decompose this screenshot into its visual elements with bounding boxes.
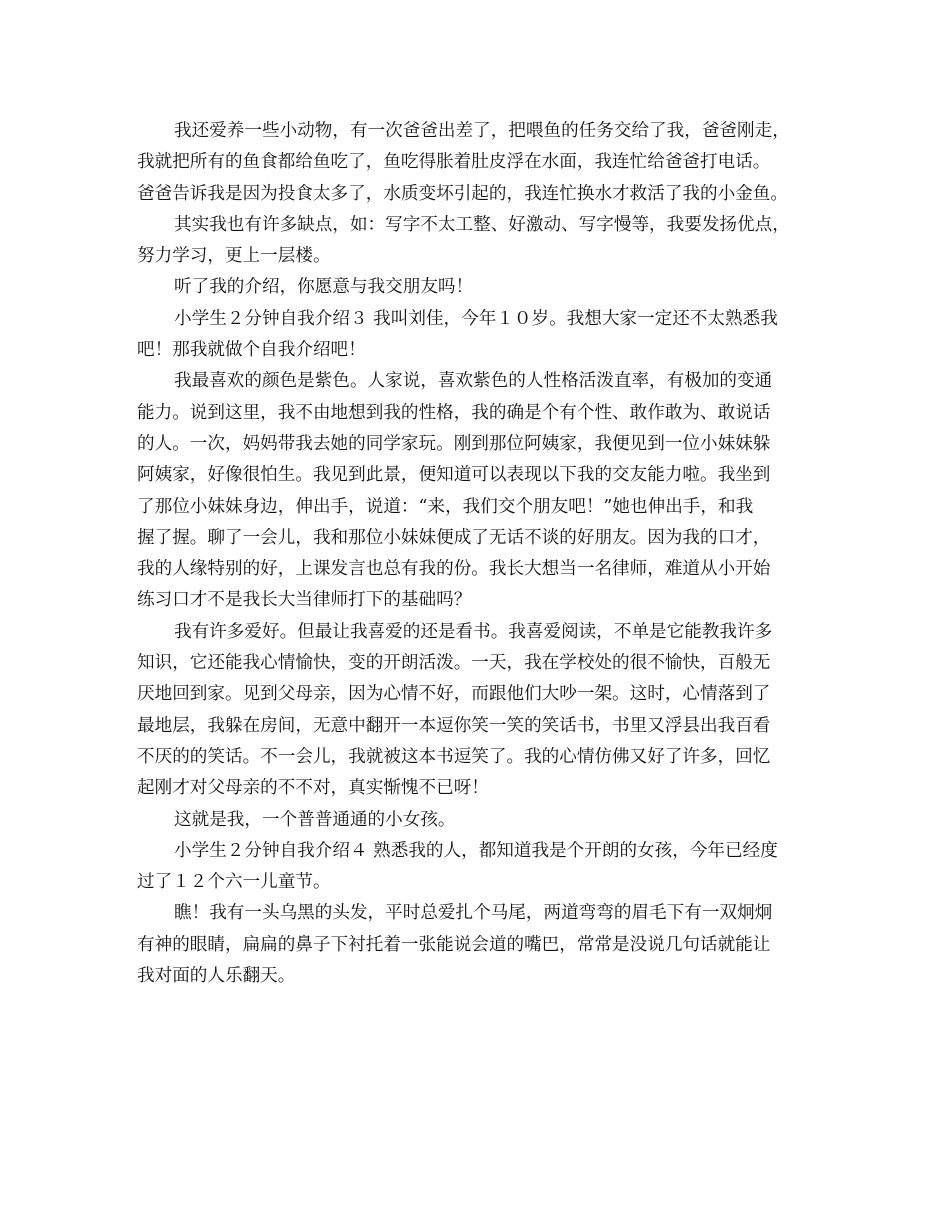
text-line: 其实我也有许多缺点，如：写字不太工整、好激动、写字慢等，我要发扬优点， — [174, 214, 790, 235]
text-line: 有神的眼睛，扁扁的鼻子下衬托着一张能说会道的嘴巴，常常是没说几句话就能让 — [137, 934, 771, 955]
text-line: 我的人缘特别的好，上课发言也总有我的份。我长大想当一名律师，难道从小开始 — [137, 559, 771, 580]
text-line: 的人。一次，妈妈带我去她的同学家玩。刚到那位阿姨家，我便见到一位小妹妹躲 — [137, 433, 771, 454]
text-line: 阿姨家，好像很怕生。我见到此景，便知道可以表现以下我的交友能力啦。我坐到 — [137, 465, 771, 486]
text-line: 听了我的介绍，你愿意与我交朋友吗！ — [174, 277, 474, 298]
text-line: 过了１２个六一儿童节。 — [137, 872, 331, 893]
text-line: 最地层，我躲在房间，无意中翻开一本逗你笑一笑的笑话书，书里又浮县出我百看 — [137, 715, 771, 736]
text-line: 我对面的人乐翻天。 — [137, 966, 296, 987]
text-line: 我还爱养一些小动物，有一次爸爸出差了，把喂鱼的任务交给了我，爸爸刚走， — [174, 121, 790, 141]
text-line: 吧！那我就做个自我介绍吧！ — [137, 340, 366, 361]
text-line: 厌地回到家。见到父母亲，因为心情不好，而跟他们大吵一架。这时，心情落到了 — [137, 684, 771, 705]
text-line: 我就把所有的鱼食都给鱼吃了，鱼吃得胀着肚皮浮在水面，我连忙给爸爸打电话。 — [137, 152, 771, 173]
text-line: 了那位小妹妹身边，伸出手，说道：“来，我们交个朋友吧！”她也伸出手，和我 — [137, 496, 754, 517]
document-body — [137, 116, 827, 992]
text-line: 小学生２分钟自我介绍４ 熟悉我的人，都知道我是个开朗的女孩，今年已经度 — [174, 840, 778, 861]
text-line: 不厌的的笑话。不一会儿，我就被这本书逗笑了。我的心情仿佛又好了许多，回忆 — [137, 746, 771, 767]
text-line: 能力。说到这里，我不由地想到我的性格，我的确是个有个性、敢作敢为、敢说话 — [137, 402, 771, 423]
text-line: 知识，它还能我心情愉快，变的开朗活泼。一天，我在学校处的很不愉快，百般无 — [137, 653, 771, 674]
text-line: 起刚才对父母亲的不不对，真实惭愧不已呀！ — [137, 778, 489, 799]
text-line: 瞧！我有一头乌黑的头发，平时总爱扎个马尾，两道弯弯的眉毛下有一双炯炯 — [174, 903, 773, 924]
text-line: 练习口才不是我长大当律师打下的基础吗？ — [137, 590, 472, 611]
text-line: 爸爸告诉我是因为投食太多了，水质变坏引起的，我连忙换水才救活了我的小金鱼。 — [137, 183, 788, 204]
text-line: 握了握。聊了一会儿，我和那位小妹妹便成了无话不谈的好朋友。因为我的口才， — [137, 527, 771, 548]
text-line: 我有许多爱好。但最让我喜爱的还是看书。我喜爱阅读，不单是它能教我许多 — [174, 621, 773, 642]
text-line: 这就是我，一个普普通通的小女孩。 — [174, 809, 456, 830]
text-line: 小学生２分钟自我介绍３ 我叫刘佳，今年１０岁。我想大家一定还不太熟悉我 — [174, 308, 778, 329]
text-line: 我最喜欢的颜色是紫色。人家说，喜欢紫色的人性格活泼直率，有极加的变通 — [174, 371, 773, 392]
text-line: 努力学习，更上一层楼。 — [137, 246, 331, 267]
